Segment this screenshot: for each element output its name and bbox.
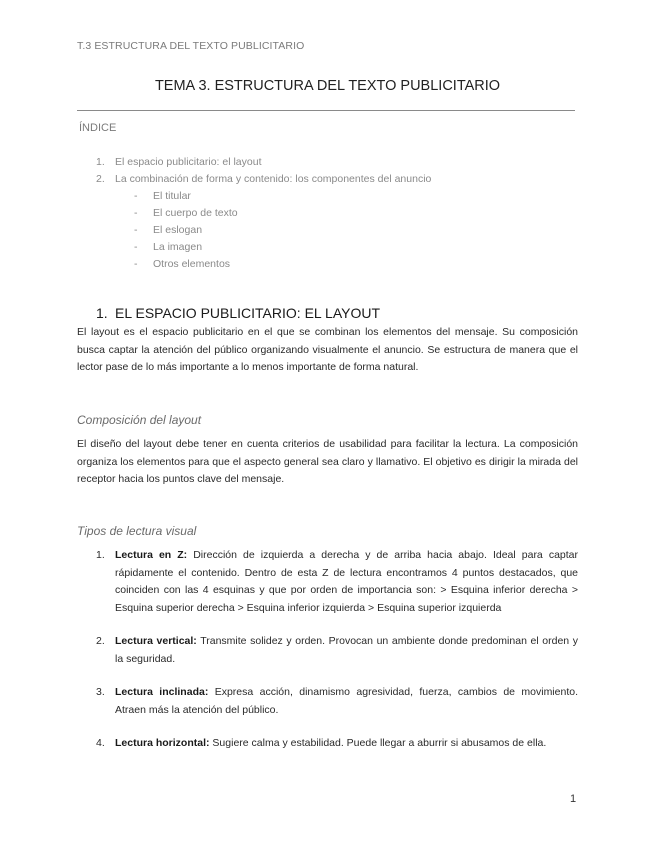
toc-subitem[interactable] xyxy=(96,188,431,205)
toc-subitem-dash: - xyxy=(134,241,138,253)
toc-subitem-dash: - xyxy=(134,224,138,236)
list-item-body xyxy=(115,684,578,719)
list-item xyxy=(96,684,578,719)
toc-subitem-label: La imagen xyxy=(153,241,203,253)
list-item-term: Lectura vertical: xyxy=(115,635,197,647)
running-header: T.3 ESTRUCTURA DEL TEXTO PUBLICITARIO xyxy=(77,40,305,52)
toc-subitem-dash: - xyxy=(134,190,138,202)
reading-types-list xyxy=(96,547,578,769)
list-item-body xyxy=(115,633,578,668)
list-item xyxy=(96,735,578,753)
list-item xyxy=(96,547,578,617)
toc-item-label: El espacio publicitario: el layout xyxy=(115,156,262,168)
toc-subitem-label: Otros elementos xyxy=(153,258,231,270)
toc-subitem[interactable] xyxy=(96,222,431,239)
title-divider xyxy=(77,110,575,111)
toc-subitem-dash: - xyxy=(134,258,138,270)
reading-types-heading: Tipos de lectura visual xyxy=(77,524,197,538)
list-item-term: Lectura inclinada: xyxy=(115,686,209,698)
toc-subitem-label: El cuerpo de texto xyxy=(153,207,238,219)
list-item-number: 2. xyxy=(96,635,105,647)
toc-subitem[interactable] xyxy=(96,256,431,273)
document-title: TEMA 3. ESTRUCTURA DEL TEXTO PUBLICITARIO xyxy=(154,78,501,94)
list-item-text: Transmite solidez y orden. Provocan un ambiente donde predominan el orden y la seguridad. xyxy=(115,635,578,665)
list-item-term: Lectura en Z: xyxy=(115,549,188,561)
section-number: 1. xyxy=(96,305,108,321)
list-item-text: Dirección de izquierda a derecha y de arriba hacia abajo. Ideal para captar rápidamente el contenido. Dentro de esta Z de lectura encontramos 4 puntos destacados, que coinciden con las 4 esquinas y que por orden de importancia son: > Esquina inferior derecha > Esquina superior derecha > Esquina inferior izquierda > Esquina superior izquierda xyxy=(115,549,578,614)
index-heading: ÍNDICE xyxy=(79,122,117,134)
list-item-text: Expresa acción, dinamismo agresividad, fuerza, cambios de movimiento. Atraen más la atención del público. xyxy=(115,686,578,716)
toc-item[interactable] xyxy=(96,171,431,188)
list-item-text: Sugiere calma y estabilidad. Puede llegar a aburrir si abusamos de ella. xyxy=(209,737,547,749)
toc-subitem[interactable] xyxy=(96,239,431,256)
list-item-number: 1. xyxy=(96,549,105,561)
list-item-number: 4. xyxy=(96,737,105,749)
list-item-body xyxy=(115,735,578,753)
toc-item[interactable] xyxy=(96,154,431,171)
section-title: EL ESPACIO PUBLICITARIO: EL LAYOUT xyxy=(115,305,381,321)
toc-subitem-dash: - xyxy=(134,207,138,219)
list-item xyxy=(96,633,578,668)
table-of-contents xyxy=(96,154,431,273)
toc-subitem[interactable] xyxy=(96,205,431,222)
page-number: 1 xyxy=(570,793,577,805)
composition-heading: Composición del layout xyxy=(77,413,202,427)
list-item-body xyxy=(115,547,578,617)
toc-item-number: 2. xyxy=(96,173,105,185)
list-item-number: 3. xyxy=(96,686,105,698)
list-item-term: Lectura horizontal: xyxy=(115,737,210,749)
section-heading xyxy=(96,305,380,321)
section-intro-paragraph: El layout es el espacio publicitario en el que se combinan los elementos del mensaje. Su composición busca captar la atención del público organizando visualmente el anuncio. Se estructura de manera que el lector pase de lo más importante a lo menos importante de forma natural. xyxy=(77,326,578,373)
toc-item-number: 1. xyxy=(96,156,105,168)
toc-item-label: La combinación de forma y contenido: los componentes del anuncio xyxy=(115,173,432,185)
toc-subitem-label: El titular xyxy=(153,190,191,202)
toc-subitem-label: El eslogan xyxy=(153,224,203,236)
composition-paragraph: El diseño del layout debe tener en cuenta criterios de usabilidad para facilitar la lectura. La composición organiza los elementos para que el aspecto general sea claro y llamativo. El objetivo es dirigir la mirada del receptor hacia los puntos clave del mensaje. xyxy=(77,438,578,485)
